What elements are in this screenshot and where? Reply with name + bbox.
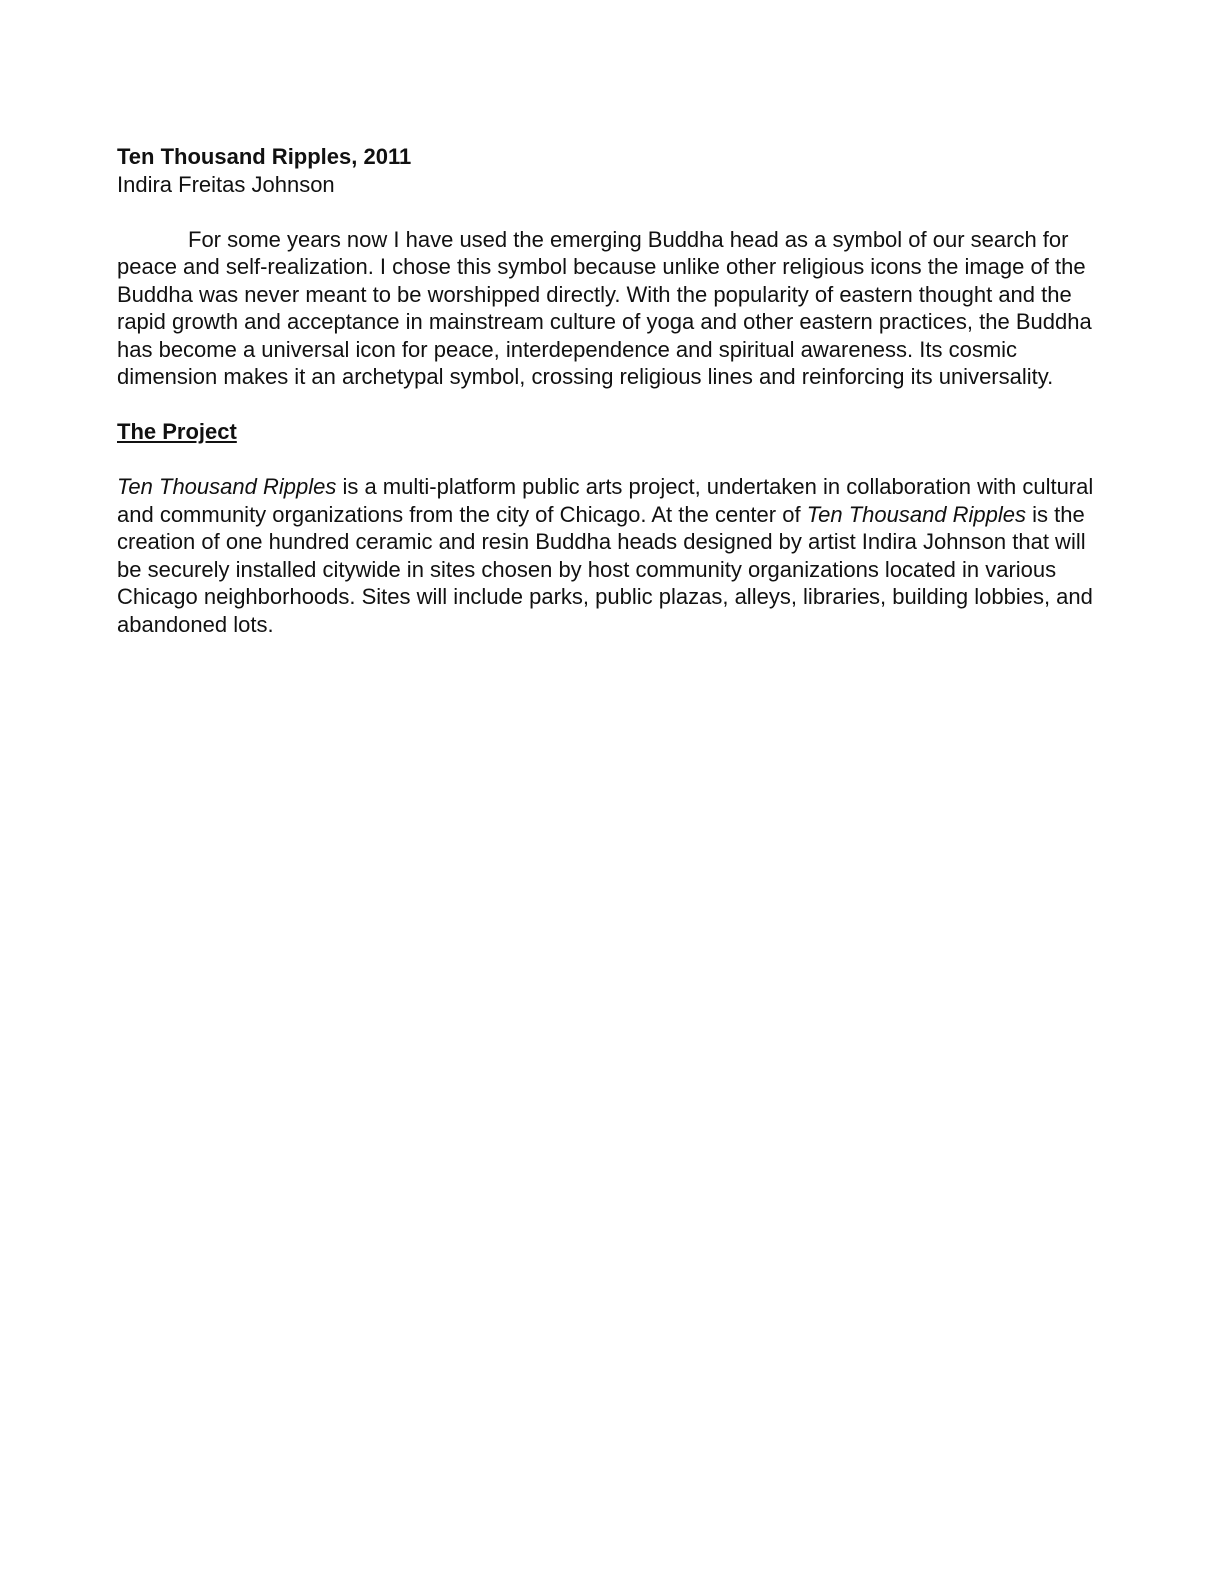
project-title-italic: Ten Thousand Ripples [117, 474, 337, 499]
spacer [117, 446, 1107, 474]
project-text-part: is a multi-platform public arts project, undertaken in collaboration with cultural and community organizations from the city of Chicago. At the center of [117, 474, 1094, 527]
spacer [117, 198, 1107, 226]
document-page [117, 143, 1107, 638]
project-paragraph [117, 473, 1107, 638]
spacer [117, 391, 1107, 419]
project-text-part: is the creation of one hundred ceramic and resin Buddha heads designed by artist Indira Johnson that will be securely installed citywide in sites chosen by host community organizations located in various Chicago neighborhoods. Sites will include parks, public plazas, alleys, libraries, building lobbies, and abandoned lots. [117, 501, 1093, 637]
project-title-italic: Ten Thousand Ripples [806, 501, 1027, 527]
document-author: Indira Freitas Johnson [117, 171, 335, 197]
document-title: Ten Thousand Ripples, 2011 [117, 144, 412, 169]
intro-paragraph: For some years now I have used the emerging Buddha head as a symbol of our search for peace and self-realization. I chose this symbol because unlike other religious icons the image of the Buddha was never meant to be worshipped directly. With the popularity of eastern thought and the rapid growth and acceptance in mainstream culture of yoga and other eastern practices, the Buddha has become a universal icon for peace, interdependence and spiritual awareness. Its cosmic dimension makes it an archetypal symbol, crossing religious lines and reinforcing its universality. [117, 226, 1092, 389]
section-heading: The Project [117, 419, 237, 444]
